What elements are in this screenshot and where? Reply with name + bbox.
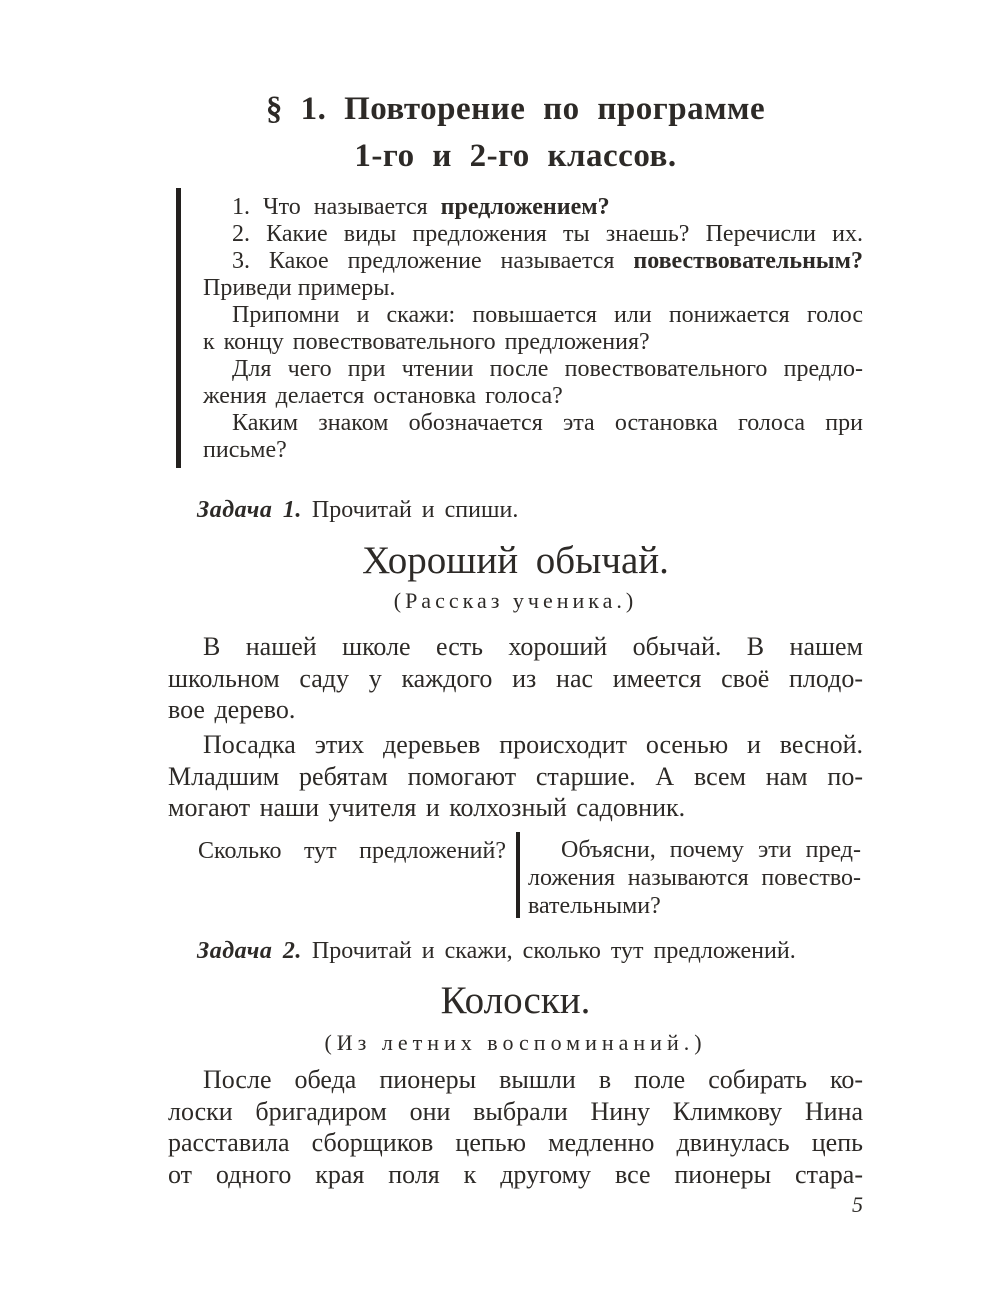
two-column-questions [168,836,863,922]
column-divider-rule [516,832,520,918]
question-3-term: повествовательным? [633,248,863,274]
story-1-paragraph-2 [168,729,863,824]
story-1-paragraph-1 [168,631,863,726]
story-2-subtitle: (Из летних воспоминаний.) [324,1030,707,1055]
left-column-question: Сколько тут предложений? [198,838,506,864]
page-number: 5 [852,1192,863,1217]
question-4-line2: к концу повествовательного предложения? [203,329,650,355]
task-1-label: Задача 1. [197,497,302,523]
question-4-line1: Припомни и скажи: повышается или понижается голос [232,302,863,328]
task-1-instruction: Прочитай и спиши. [301,497,519,523]
task-2-leadin [197,938,796,965]
section-title-line2: 1-го и 2-го классов. [354,138,677,174]
task-2-label: Задача 2. [197,938,302,964]
question-3-continuation: Приведи примеры. [203,275,396,301]
right-column-question [528,836,861,920]
text-line: вательными? [528,893,661,919]
task-2-instruction: Прочитай и скажи, сколько тут предложений. [301,938,796,964]
questions-text [203,194,863,464]
question-2: 2. Какие виды предложения ты знаешь? Перечисли их. [232,221,863,247]
text-line: После обеда пионеры вышли в поле собирать ко- [203,1065,863,1094]
text-line: Младшим ребятам помогают старшие. А всем нам по- [168,761,863,791]
task-1-leadin [197,497,518,524]
text-line: лоски бригадиром они выбрали Нину Климкову Нина [168,1096,863,1126]
text-line: Посадка этих деревьев происходит осенью и весной. [203,730,863,759]
text-line: вое дерево. [168,695,296,724]
questions-block [168,194,863,464]
text-line: расставила сборщиков цепью медленно двинулась цепь [168,1128,863,1157]
question-5-line2: жения делается остановка голоса? [203,383,563,409]
text-line: от одного края поля к другому все пионеры стара- [168,1159,863,1189]
story-2-paragraph [168,1064,863,1190]
question-1 [203,194,863,221]
vertical-rule [176,188,181,468]
question-6-line2: письме? [203,437,287,463]
question-6-line1: Каким знаком обозначается эта остановка голоса при [232,410,863,436]
question-3-text: 3. Какое предложение называется [232,248,634,274]
text-line: ложения называются повество- [528,865,861,891]
text-line: могают наши учителя и колхозный садовник. [168,793,686,822]
story-1-title: Хороший обычай. [362,539,669,582]
question-3 [203,248,863,275]
text-line: В нашей школе есть хороший обычай. В нашем [203,632,863,661]
question-1-term: предложением? [440,194,610,220]
question-1-text: 1. Что называется [232,194,441,220]
text-line: Объясни, почему эти пред- [561,837,861,863]
story-2-title: Колоски. [440,979,591,1022]
story-1-subtitle: (Рассказ ученика.) [393,588,638,613]
question-5-line1: Для чего при чтении после повествовательного предло- [232,356,863,382]
section-title-line1: § 1. Повторение по программе [265,91,766,127]
section-title [168,86,863,180]
text-line: школьном саду у каждого из нас имеется своё плодо- [168,663,863,693]
